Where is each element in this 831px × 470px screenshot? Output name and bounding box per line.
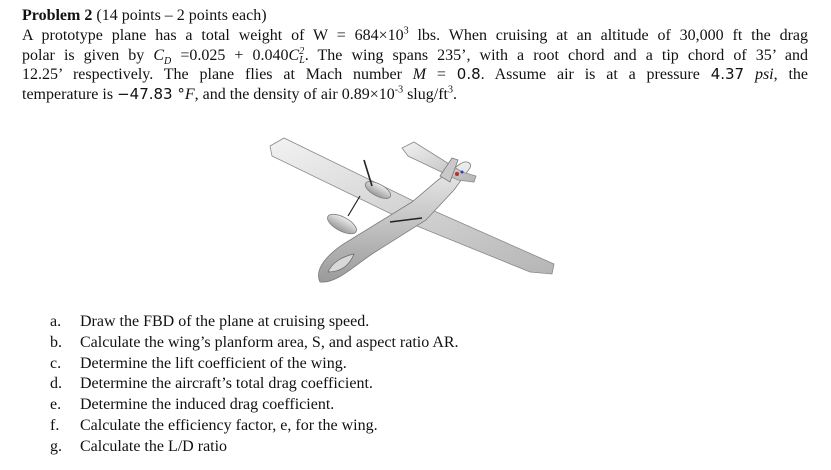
statement-line-4: temperature is −47.83 °F, and the density of air $0.89\times 10^{-3}$ slug/$ft^3$. — [22, 84, 457, 103]
problem-title: Problem 2 — [22, 7, 93, 24]
problem-heading — [22, 6, 267, 26]
list-item: d. Determine the aircraft’s total drag coefficient. — [50, 375, 373, 393]
list-item: g. Calculate the L/D ratio — [50, 437, 228, 455]
statement-line-1: A prototype plane has a total weight of $W = 684\times 10^3$ lbs. When cruising at an altitude of 30,000 ft the drag — [22, 25, 809, 44]
problem-statement — [22, 26, 808, 104]
drag-coefficient-symbol: C — [153, 46, 165, 64]
question-list — [50, 312, 459, 458]
list-item: b. Calculate the wing’s planform area, S, and aspect ratio AR. — [50, 333, 459, 351]
list-item: a. Draw the FBD of the plane at cruising speed. — [50, 313, 370, 330]
statement-line-3: 12.25’ respectively. The plane flies at Mach number M = 0.8. Assume air is at a pressure 4.37 psi, the — [22, 65, 809, 83]
list-item: e. Determine the induced drag coefficient. — [50, 396, 335, 414]
airplane-image — [262, 132, 562, 290]
statement-line-2: polar is given by $C_D =0.025 + 0.040C$ 2 L . The wing spans 235’, with a root chord and a tip chord of 35’ and — [22, 45, 809, 67]
lift-coefficient-symbol: C — [288, 46, 300, 64]
temperature-value: −47.83 ° — [117, 84, 185, 103]
list-item: c. Determine the lift coefficient of the wing. — [50, 354, 347, 372]
mach-value: 0.8 — [456, 65, 481, 83]
list-item: f. Calculate the efficiency factor, e, for the wing. — [50, 416, 378, 434]
problem-points: (14 points – 2 points each) — [96, 7, 267, 24]
pressure-value: 4.37 — [710, 65, 745, 83]
